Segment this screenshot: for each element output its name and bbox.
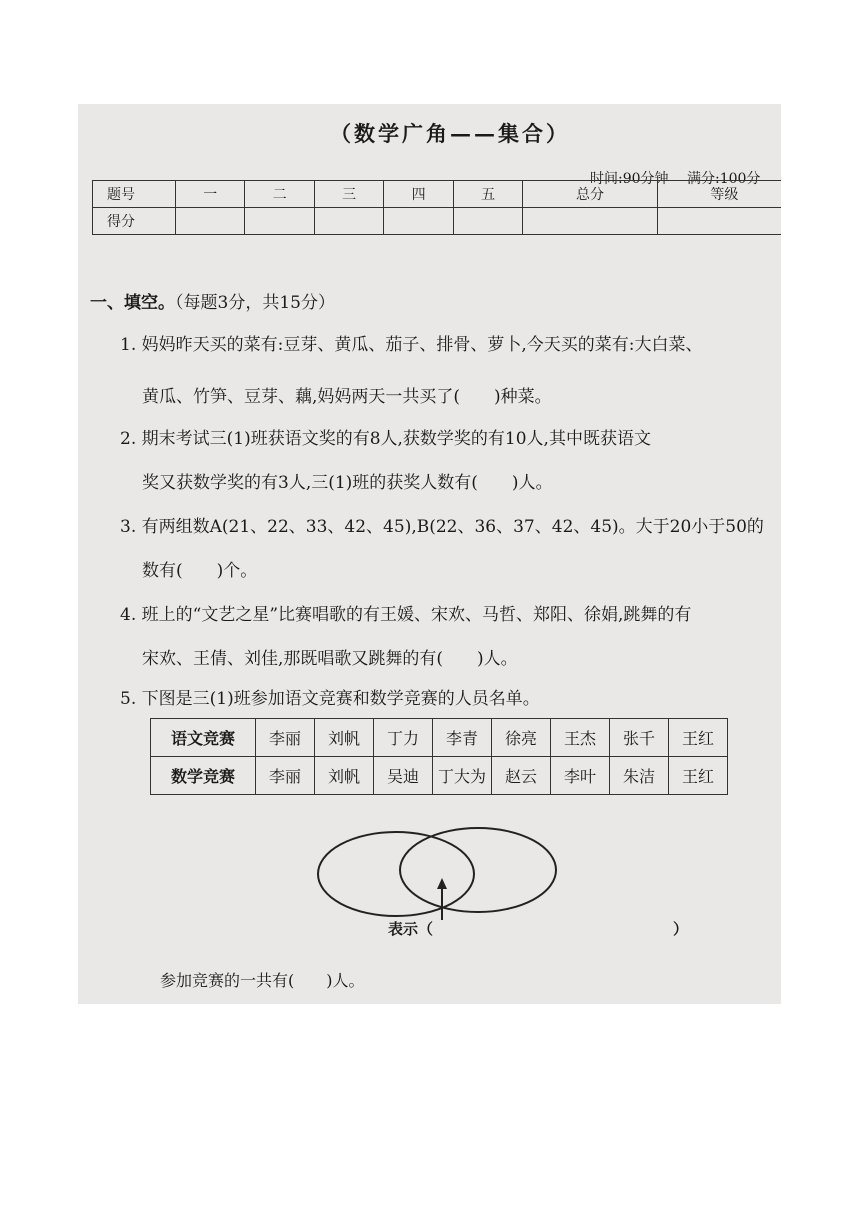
venn-diagram xyxy=(308,822,578,922)
question-3-line-2: 数有( )个。 xyxy=(142,561,258,581)
score-input-cell[interactable] xyxy=(314,208,383,235)
score-cell: 一 xyxy=(176,181,245,208)
venn-represents-label: 表示（ ） xyxy=(388,920,689,938)
score-cell: 等级 xyxy=(657,181,781,208)
score-cell: 题号 xyxy=(93,181,176,208)
venn-right-ellipse xyxy=(400,828,556,912)
score-cell: 得分 xyxy=(93,208,176,235)
participant-name: 刘帆 xyxy=(315,719,374,757)
math-competition-label: 数学竞赛 xyxy=(151,757,256,795)
participant-name: 丁大为 xyxy=(433,757,492,795)
participant-name: 朱洁 xyxy=(610,757,669,795)
time-limit: 时间:90分钟 xyxy=(590,171,669,187)
score-input-cell[interactable] xyxy=(245,208,314,235)
participant-name: 李丽 xyxy=(256,719,315,757)
participant-name: 李丽 xyxy=(256,757,315,795)
competition-table xyxy=(150,718,728,795)
question-2-line-1: 2. 期末考试三(1)班获语文奖的有8人,获数学奖的有10人,其中既获语文 xyxy=(120,429,651,449)
section-heading xyxy=(90,288,335,313)
score-cell: 总分 xyxy=(523,181,657,208)
full-score: 满分:100分 xyxy=(686,171,761,187)
score-input-cell[interactable] xyxy=(176,208,245,235)
exam-title: （数学广角——集合） xyxy=(330,121,570,146)
participant-name: 赵云 xyxy=(492,757,551,795)
score-cell: 三 xyxy=(314,181,383,208)
math-competition-row xyxy=(151,757,728,795)
question-1-line-1: 1. 妈妈昨天买的菜有:豆芽、黄瓜、茄子、排骨、萝卜,今天买的菜有:大白菜、 xyxy=(120,335,703,355)
participant-name: 王红 xyxy=(669,719,728,757)
participant-name: 张千 xyxy=(610,719,669,757)
participant-name: 王杰 xyxy=(551,719,610,757)
chinese-competition-row xyxy=(151,719,728,757)
participant-name: 丁力 xyxy=(374,719,433,757)
venn-left-ellipse xyxy=(318,832,474,916)
section-title: 一、填空。 xyxy=(90,293,175,313)
question-4-line-2: 宋欢、王倩、刘佳,那既唱歌又跳舞的有( )人。 xyxy=(142,649,518,669)
participant-name: 王红 xyxy=(669,757,728,795)
score-table-score-row xyxy=(93,208,782,235)
score-input-cell[interactable] xyxy=(453,208,522,235)
participant-name: 吴迪 xyxy=(374,757,433,795)
score-cell: 五 xyxy=(453,181,522,208)
question-3-line-1: 3. 有两组数A(21、22、33、42、45),B(22、36、37、42、45)。大于20小于50的 xyxy=(120,517,764,537)
score-cell: 二 xyxy=(245,181,314,208)
question-1-line-2: 黄瓜、竹笋、豆芽、藕,妈妈两天一共买了( )种菜。 xyxy=(142,387,552,407)
participant-name: 李叶 xyxy=(551,757,610,795)
chinese-competition-label: 语文竞赛 xyxy=(151,719,256,757)
score-table xyxy=(92,180,781,235)
question-2-line-2: 奖又获数学奖的有3人,三(1)班的获奖人数有( )人。 xyxy=(142,473,553,493)
score-input-cell[interactable] xyxy=(384,208,453,235)
exam-paper xyxy=(78,104,781,1004)
score-input-cell[interactable] xyxy=(657,208,781,235)
participant-name: 徐亮 xyxy=(492,719,551,757)
section-note: （每题3分，共15分） xyxy=(175,293,335,313)
question-4-line-1: 4. 班上的“文艺之星”比赛唱歌的有王媛、宋欢、马哲、郑阳、徐娟,跳舞的有 xyxy=(120,605,692,625)
score-cell: 四 xyxy=(384,181,453,208)
participant-name: 李青 xyxy=(433,719,492,757)
venn-arrow-head xyxy=(437,878,447,889)
total-participants-question: 参加竞赛的一共有( )人。 xyxy=(160,971,365,990)
score-input-cell[interactable] xyxy=(523,208,657,235)
question-5-line-1: 5. 下图是三(1)班参加语文竞赛和数学竞赛的人员名单。 xyxy=(120,689,540,709)
participant-name: 刘帆 xyxy=(315,757,374,795)
score-table-header-row xyxy=(93,181,782,208)
